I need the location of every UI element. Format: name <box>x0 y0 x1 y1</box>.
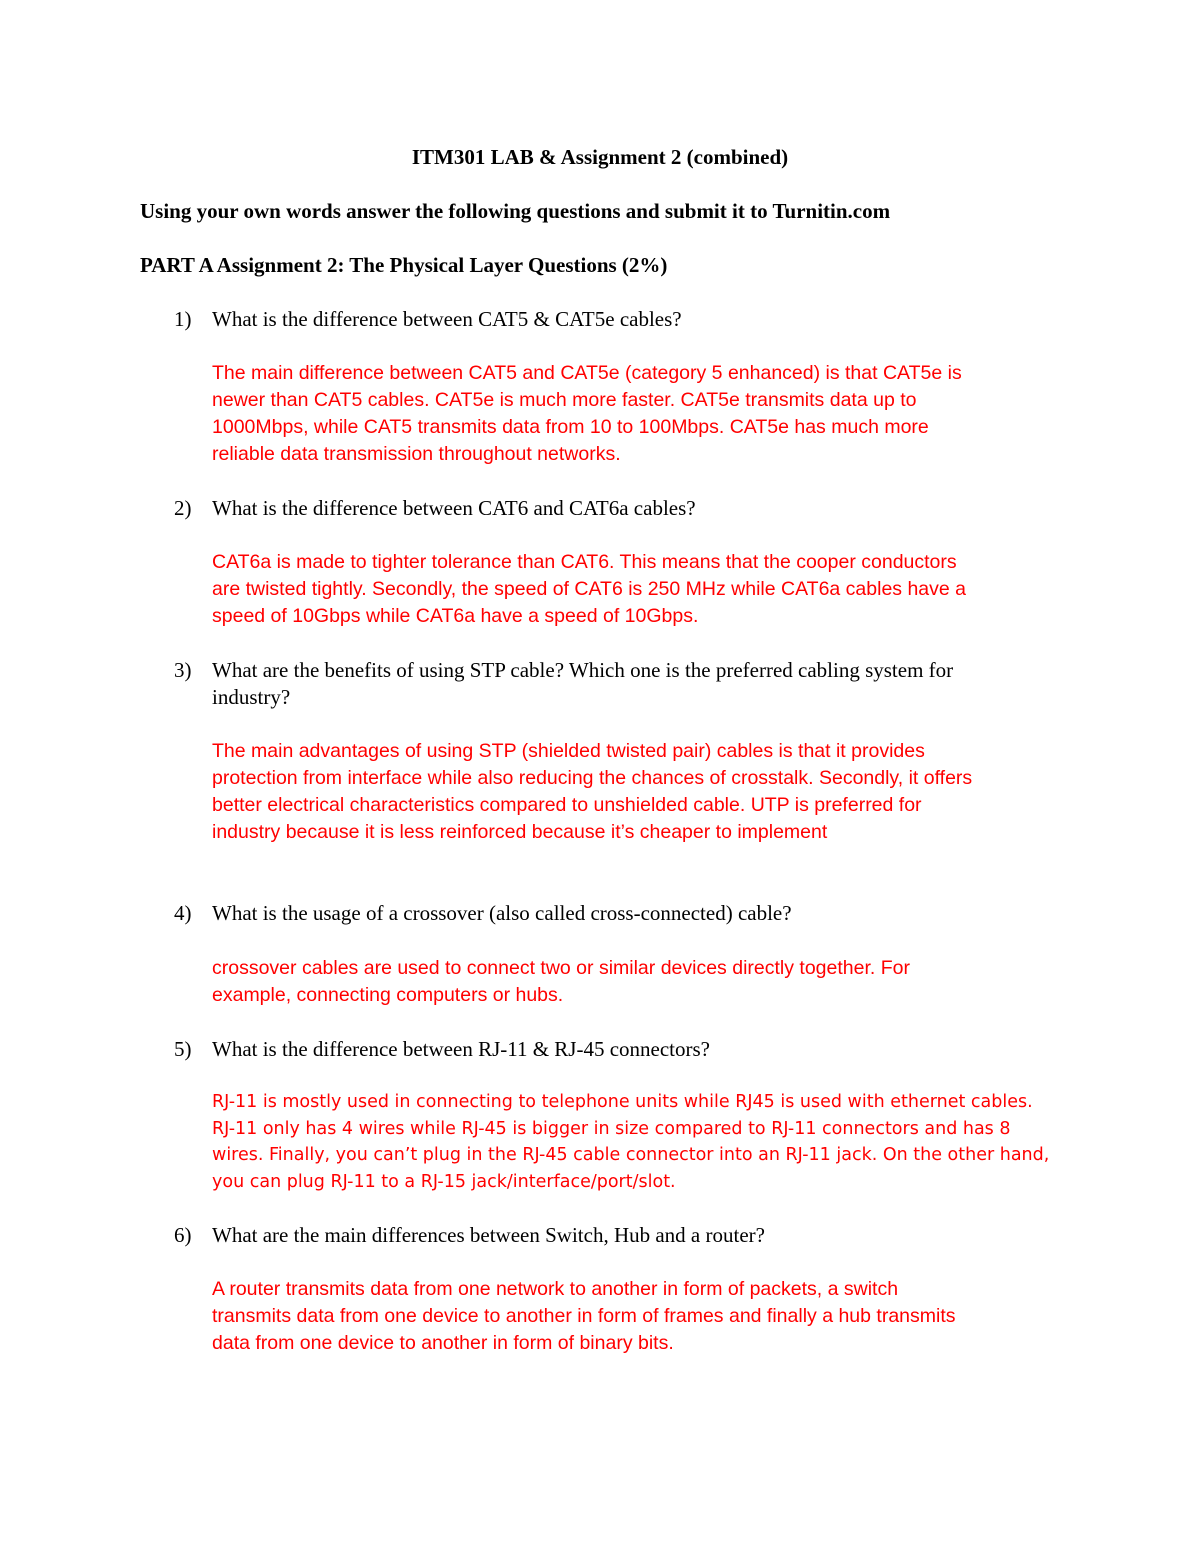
answer-line: The main difference between CAT5 and CAT5e (category 5 enhanced) is that CAT5e is <box>212 362 962 384</box>
answer-3 <box>212 738 1072 846</box>
answer-line: you can plug RJ-11 to a RJ-15 jack/interface/port/slot. <box>212 1171 676 1192</box>
question-number: 5) <box>174 1037 192 1061</box>
answer-line: better electrical characteristics compared to unshielded cable. UTP is preferred for <box>212 794 922 816</box>
answer-line: The main advantages of using STP (shielded twisted pair) cables is that it provides <box>212 740 925 762</box>
question-line: What are the main differences between Switch, Hub and a router? <box>212 1223 765 1247</box>
question-text <box>212 306 1072 333</box>
answer-line: newer than CAT5 cables. CAT5e is much more faster. CAT5e transmits data up to <box>212 389 917 411</box>
question-number: 3) <box>174 658 192 682</box>
question-text <box>212 900 1072 927</box>
question-line: What are the benefits of using STP cable? Which one is the preferred cabling system for <box>212 658 954 682</box>
answer-2 <box>212 549 1072 630</box>
question-line: What is the usage of a crossover (also called cross-connected) cable? <box>212 901 792 925</box>
answer-6 <box>212 1276 1072 1357</box>
answer-line: industry because it is less reinforced because it’s cheaper to implement <box>212 821 828 843</box>
question-text <box>212 1036 1072 1063</box>
answer-line: speed of 10Gbps while CAT6a have a speed of 10Gbps. <box>212 605 699 627</box>
question-number: 2) <box>174 496 192 520</box>
answer-line: A router transmits data from one network to another in form of packets, a switch <box>212 1278 899 1300</box>
answer-line: CAT6a is made to tighter tolerance than CAT6. This means that the cooper conductors <box>212 551 957 573</box>
answer-line: 1000Mbps, while CAT5 transmits data from 10 to 100Mbps. CAT5e has much more <box>212 416 929 438</box>
answer-line: protection from interface while also reducing the chances of crosstalk. Secondly, it offers <box>212 767 973 789</box>
document-title: ITM301 LAB & Assignment 2 (combined) <box>411 145 789 169</box>
question-line: industry? <box>212 685 291 709</box>
answer-line: transmits data from one device to another in form of frames and finally a hub transmits <box>212 1305 956 1327</box>
answer-line: wires. Finally, you can’t plug in the RJ-45 cable connector into an RJ-11 jack. On the other hand, <box>212 1145 1050 1165</box>
question-text <box>212 1222 1072 1249</box>
answer-5 <box>212 1089 1072 1195</box>
question-number: 6) <box>174 1223 192 1247</box>
question-number: 4) <box>174 901 192 925</box>
answer-line: RJ-11 is mostly used in connecting to telephone units while RJ45 is used with ethernet cables. <box>212 1092 1033 1112</box>
answer-line: reliable data transmission throughout networks. <box>212 443 621 465</box>
answer-line: example, connecting computers or hubs. <box>212 984 564 1006</box>
answer-4 <box>212 955 1072 1009</box>
question-line: What is the difference between RJ-11 & RJ-45 connectors? <box>212 1037 711 1061</box>
part-heading: PART A Assignment 2: The Physical Layer Questions (2%) <box>140 253 668 277</box>
answer-line: data from one device to another in form of binary bits. <box>212 1332 674 1354</box>
question-number: 1) <box>174 307 192 331</box>
answer-line: crossover cables are used to connect two or similar devices directly together. For <box>212 957 910 979</box>
answer-1 <box>212 360 1072 468</box>
question-text <box>212 495 1072 522</box>
instructions: Using your own words answer the following questions and submit it to Turnitin.com <box>140 199 891 223</box>
question-line: What is the difference between CAT5 & CAT5e cables? <box>212 307 682 331</box>
question-text <box>212 657 1072 711</box>
answer-line: are twisted tightly. Secondly, the speed of CAT6 is 250 MHz while CAT6a cables have a <box>212 578 967 600</box>
question-line: What is the difference between CAT6 and CAT6a cables? <box>212 496 696 520</box>
answer-line: RJ-11 only has 4 wires while RJ-45 is bigger in size compared to RJ-11 connectors and has 8 <box>212 1118 1011 1139</box>
